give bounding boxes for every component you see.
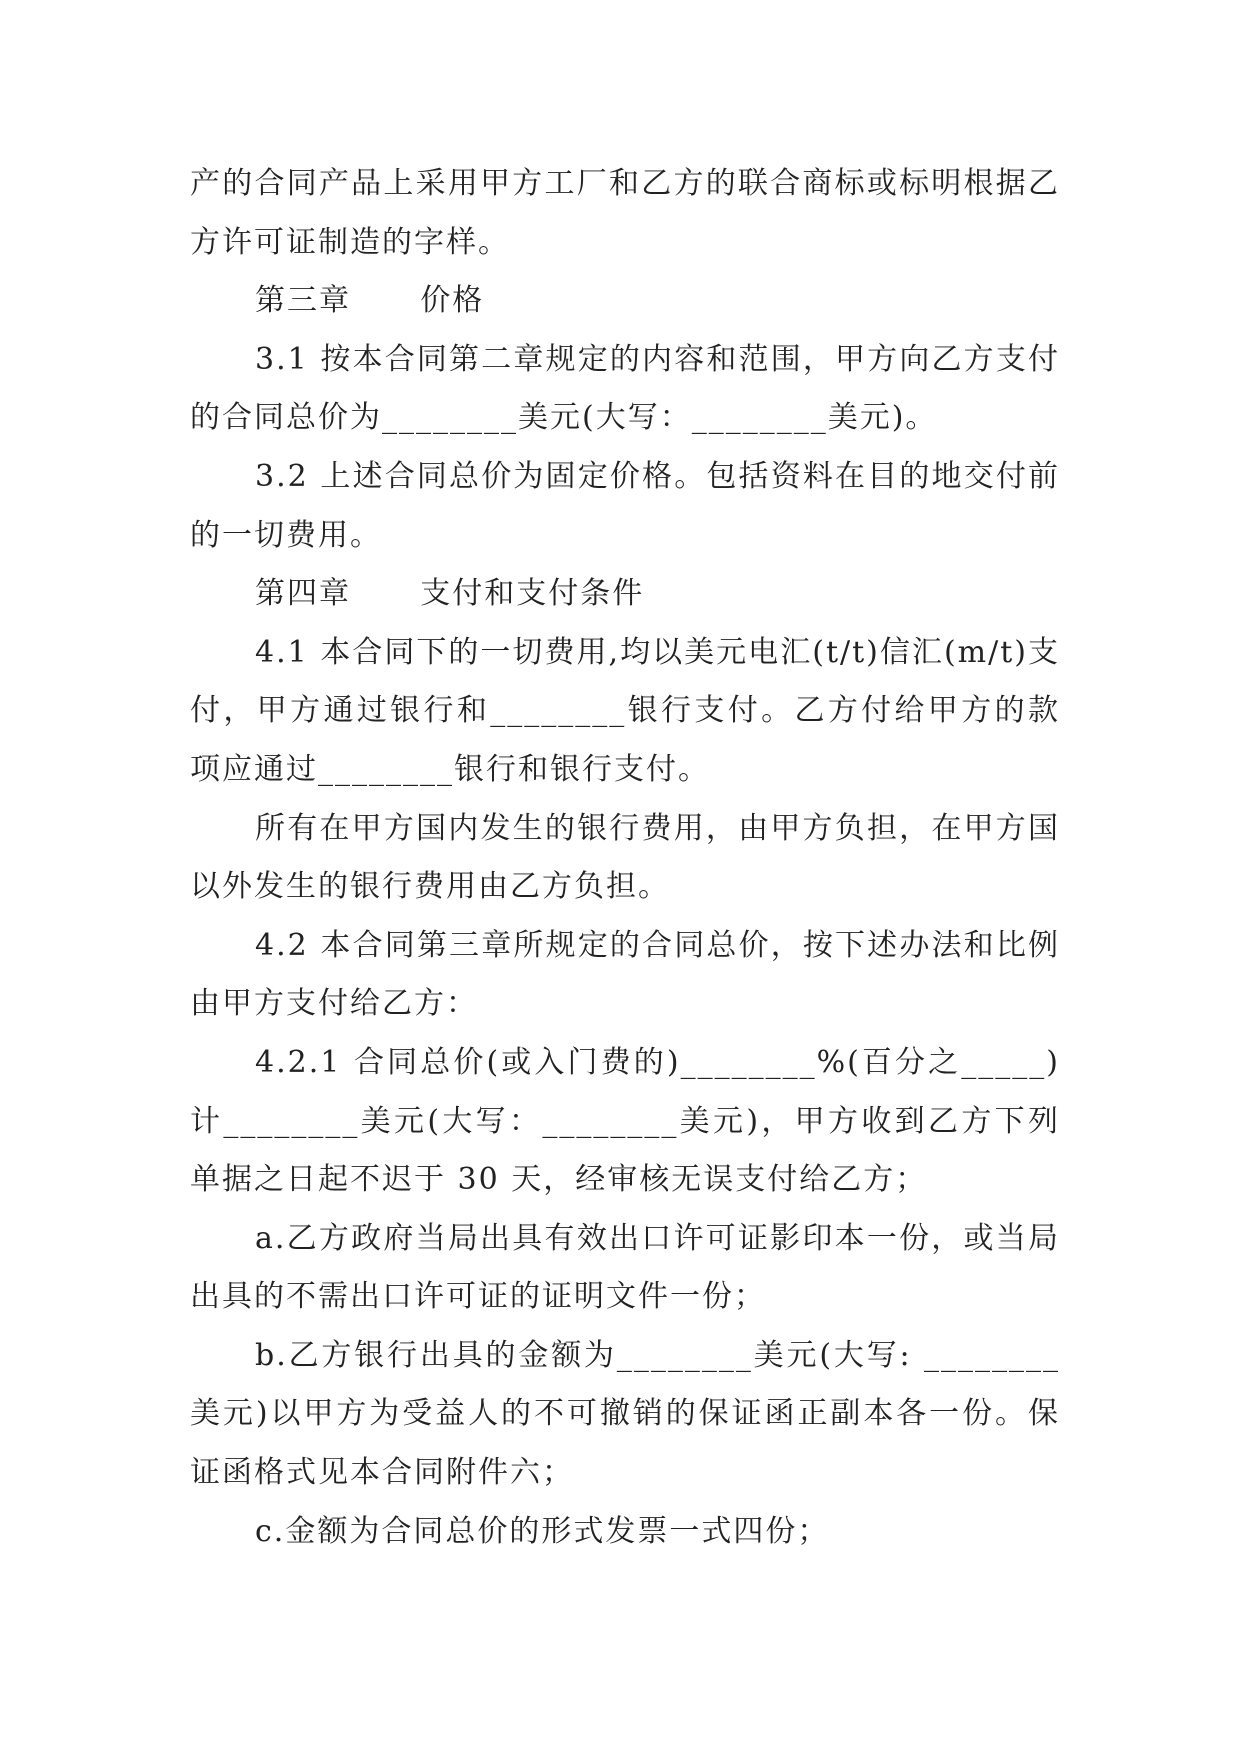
paragraph-continuation: 产的合同产品上采用甲方工厂和乙方的联合商标或标明根据乙方许可证制造的字样。 xyxy=(190,166,1060,260)
clause-4-2-1: 4.2.1 合同总价(或入门费的)________%(百分之_____)计________美元(大写：________美元)，甲方收到乙方下列单据之日起不迟于 30 天，经审核无误支付给乙方； xyxy=(190,1044,1060,1198)
clause-3-2: 3.2 上述合同总价为固定价格。包括资料在目的地交付前的一切费用。 xyxy=(190,458,1060,553)
item-b: b.乙方银行出具的金额为________美元(大写: ________美元)以甲方为受益人的不可撤销的保证函正副本各一份。保证函格式见本合同附件六； xyxy=(190,1337,1060,1491)
clause-4-2: 4.2 本合同第三章所规定的合同总价，按下述办法和比例由甲方支付给乙方： xyxy=(190,927,1060,1022)
document-page xyxy=(190,155,1060,1561)
clause-4-1-bank-fees: 所有在甲方国内发生的银行费用，由甲方负担，在甲方国以外发生的银行费用由乙方负担。 xyxy=(190,810,1060,905)
clause-4-1: 4.1 本合同下的一切费用,均以美元电汇(t/t)信汇(m/t)支付，甲方通过银行和________银行支付。乙方付给甲方的款项应通过________银行和银行支付。 xyxy=(190,634,1060,787)
item-a: a.乙方政府当局出具有效出口许可证影印本一份，或当局出具的不需出口许可证的证明文件一份； xyxy=(190,1220,1060,1315)
item-c: c.金额为合同总价的形式发票一式四份； xyxy=(255,1513,830,1549)
chapter-heading-3: 第三章 价格 xyxy=(255,283,485,319)
clause-3-1: 3.1 按本合同第二章规定的内容和范围，甲方向乙方支付的合同总价为________美元(大写：________美元)。 xyxy=(190,341,1060,436)
chapter-heading-4: 第四章 支付和支付条件 xyxy=(255,576,645,612)
